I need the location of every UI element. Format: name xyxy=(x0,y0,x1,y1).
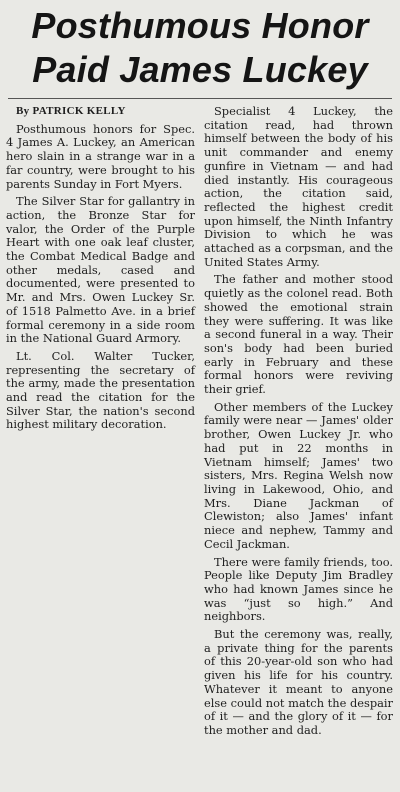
paragraph: The father and mother stood quietly as the colonel read. Both showed the emotional strain they were suffering. It was like a second funeral in a way. Their son's body had been buried early in February and these formal honors were reviving their grief. xyxy=(204,272,393,397)
paragraph: The Silver Star for gallantry in action, the Bronze Star for valor, the Order of the Purple Heart with one oak leaf cluster, the Combat Medical Badge and other medals, cased and documented, were presented to Mr. and Mrs. Owen Luckey Sr. of 1518 Palmetto Ave. in a brief formal ceremony in a side room in the National Guard Armory. xyxy=(6,194,195,346)
paragraph: Lt. Col. Walter Tucker, representing the secretary of the army, made the presentation and read the citation for the Silver Star, the nation's second highest military decoration. xyxy=(6,348,195,432)
headline-rule xyxy=(8,98,392,99)
headline-line-1: Posthumous Honor xyxy=(31,5,369,46)
paragraph: Specialist 4 Luckey, the citation read, had thrown himself between the body of his unit commander and enemy gunfire in Vietnam — and had died instantly. His courageous action, the citation said, reflected the highest credit upon himself, the Ninth Infantry Division to which he was attached as a corpsman, and the United States Army. xyxy=(204,104,393,269)
headline xyxy=(6,4,394,92)
article-body xyxy=(6,105,394,742)
column-left xyxy=(6,105,195,742)
byline: By PATRICK KELLY xyxy=(16,105,126,117)
paragraph: There were family friends, too. People like Deputy Jim Bradley who had known James since he was “just so high.” And neighbors. xyxy=(204,554,393,624)
paragraph: Other members of the Luckey family were near — James' older brother, Owen Luckey Jr. who had put in 22 months in Vietnam himself; James' two sisters, Mrs. Regina Welsh now living in Lakewood, Ohio, and Mrs. Diane Jackman of Clewiston; also James' infant niece and nephew, Tammy and Cecil Jackman. xyxy=(204,399,393,551)
paragraph: Posthumous honors for Spec. 4 James A. Luckey, an American hero slain in a strange war in a far country, were brought to his parents Sunday in Fort Myers. xyxy=(6,121,195,191)
paragraph: But the ceremony was, really, a private thing for the parents of this 20-year-old son who had given his life for his country. Whatever it meant to anyone else could not match the despair of it — and the glory of it — for the mother and dad. xyxy=(204,627,393,737)
column-right xyxy=(204,105,393,742)
headline-line-2: Paid James Luckey xyxy=(32,49,368,90)
